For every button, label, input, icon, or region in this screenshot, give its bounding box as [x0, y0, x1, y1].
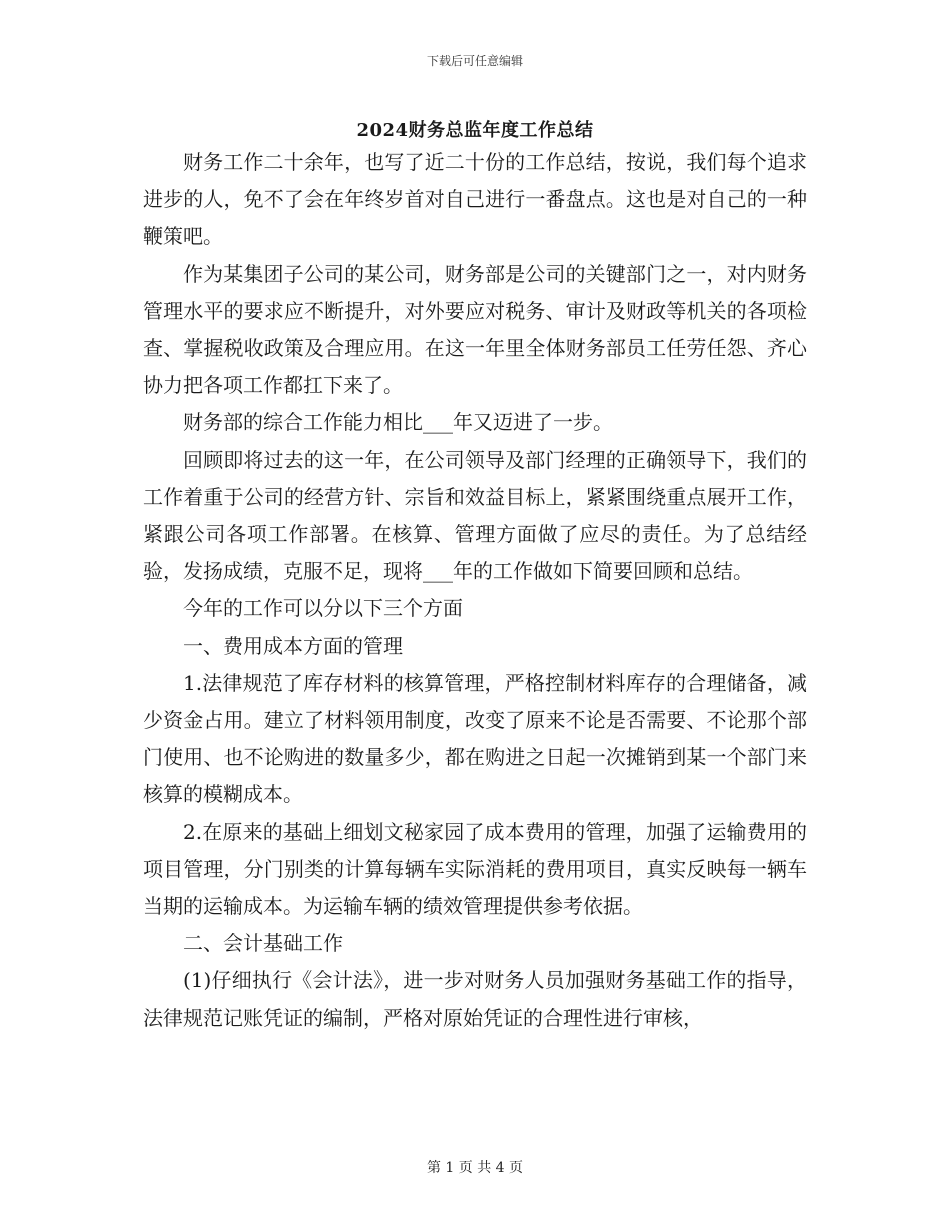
paragraph-6: 1.法律规范了库存材料的核算管理，严格控制材料库存的合理储备，减少资金占用。建立了材料领用制度，改变了原来不论是否需要、不论那个部门使用、也不论购进的数量多少，都在购进之日起一次摊销到某一个部门来核算的模糊成本。: [143, 670, 807, 807]
paragraph-1: 财务工作二十余年，也写了近二十份的工作总结，按说，我们每个追求进步的人，免不了会在年终岁首对自己进行一番盘点。这也是对自己的一种鞭策吧。: [143, 150, 807, 249]
page-number: 第 1 页 共 4 页: [426, 1160, 524, 1176]
section-heading-1: 一、费用成本方面的管理: [183, 633, 403, 658]
paragraph-8: (1)仔细执行《会计法》，进一步对财务人员加强财务基础工作的指导，法律规范记账凭证的编制，严格对原始凭证的合理性进行审核，: [143, 968, 807, 1030]
paragraph-4: 回顾即将过去的这一年，在公司领导及部门经理的正确领导下，我们的工作着重于公司的经营方针、宗旨和效益目标上，紧紧围绕重点展开工作，紧跟公司各项工作部署。在核算、管理方面做了应尽的责任。为了总结经验，发扬成绩，克服不足，现将___年的工作做如下简要回顾和总结。: [143, 447, 807, 584]
paragraph-3: 财务部的综合工作能力相比___年又迈进了一步。: [183, 410, 613, 435]
paragraph-2: 作为某集团子公司的某公司，财务部是公司的关键部门之一，对内财务管理水平的要求应不断提升，对外要应对税务、审计及财政等机关的各项检查、掌握税收政策及合理应用。在这一年里全体财务部员工任劳任怨、齐心协力把各项工作都扛下来了。: [143, 261, 807, 398]
document-body: [143, 144, 807, 1037]
paragraph-5: 今年的工作可以分以下三个方面: [183, 596, 463, 621]
document-title: 2024财务总监年度工作总结: [356, 120, 594, 141]
section-heading-2: 二、会计基础工作: [183, 931, 343, 956]
page-header-note: 下载后可任意编辑: [426, 54, 523, 68]
paragraph-7: 2.在原来的基础上细划文秘家园了成本费用的管理，加强了运输费用的项目管理，分门别类的计算每辆车实际消耗的费用项目，真实反映每一辆车当期的运输成本。为运输车辆的绩效管理提供参考依据。: [143, 819, 807, 919]
